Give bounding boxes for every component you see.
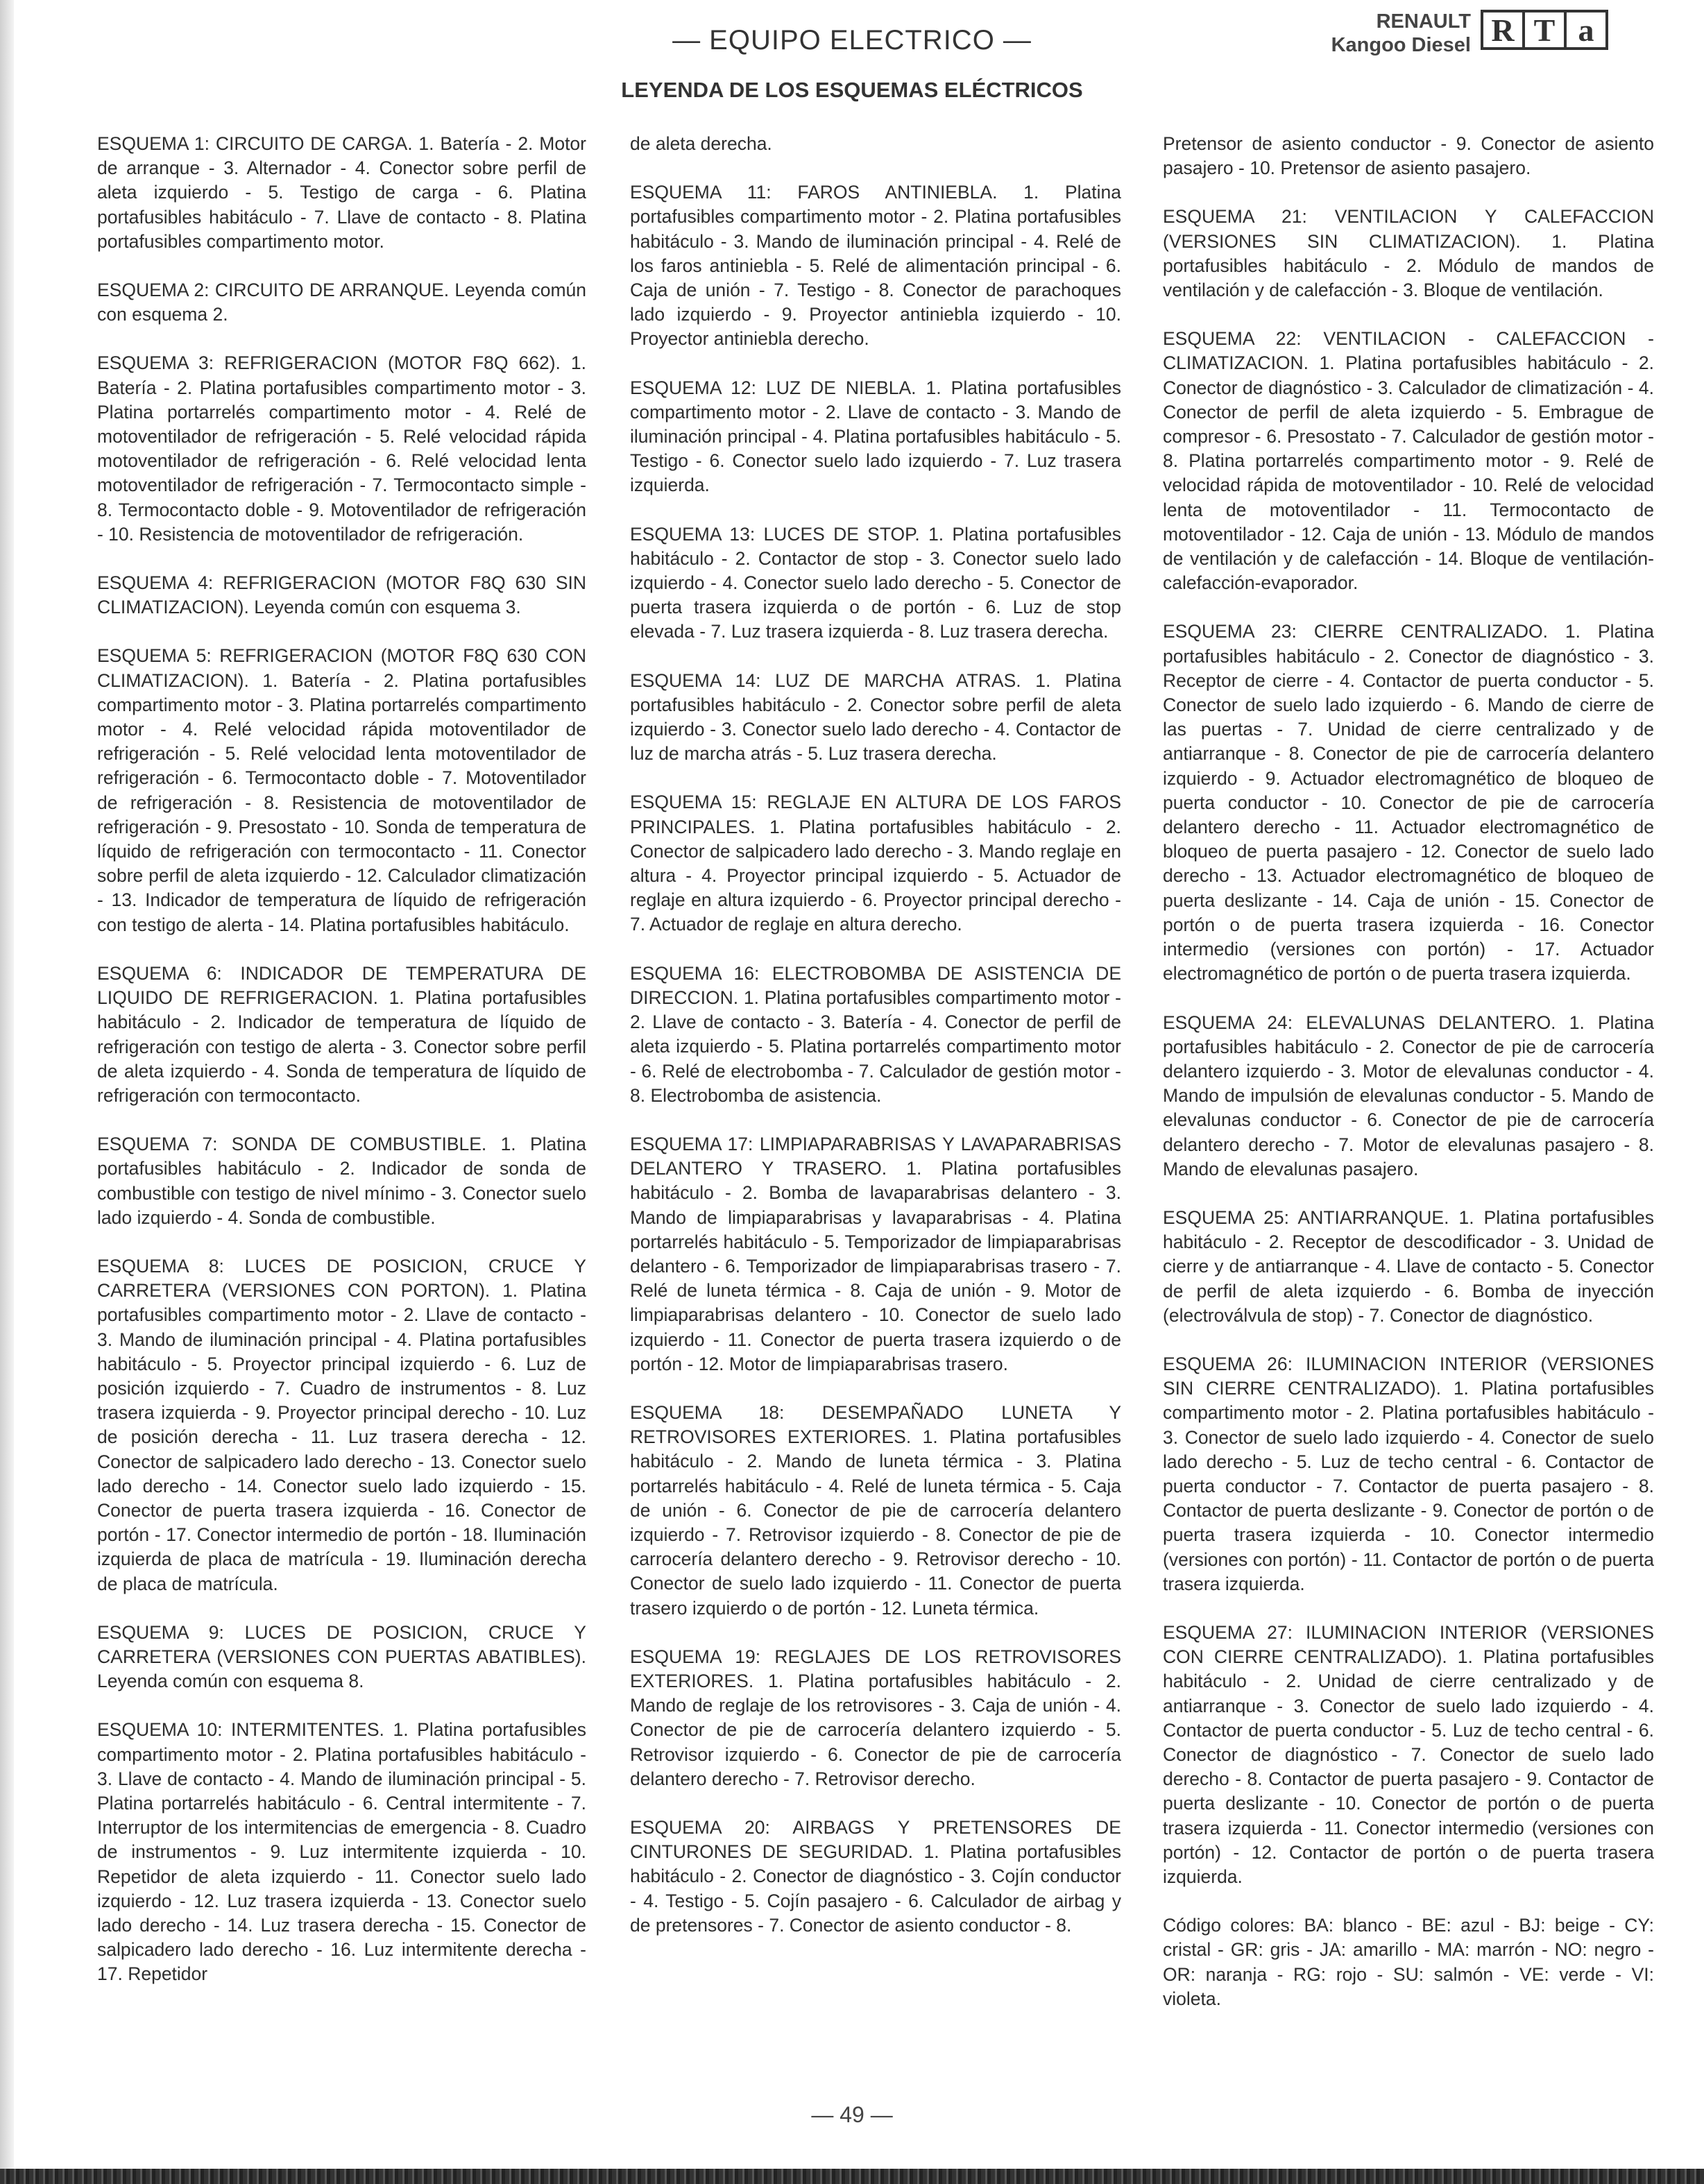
legend-paragraph: ESQUEMA 5: REFRIGERACION (MOTOR F8Q 630 CON CLIMATIZACION). 1. Batería - 2. Platina portafusibles compartimento motor - 3. Platina portarrelés compartimento motor - 4. Relé velocidad rápida motoventilador de refrigeración - 5. Relé velocidad lenta motoventilador de refrigeración - 6. Termocontacto doble - 7. Motoventilador de refrigeración - 8. Resistencia de motoventilador de refrigeración - 9. Presostato - 10. Sonda de temperatura de líquido de refrigeración con termocontacto - 11. Conector sobre perfil de aleta izquierdo - 12. Calculador climatización - 13. Indicador de temperatura de líquido de refrigeración con testigo de alerta - 14. Platina portafusibles habitáculo. xyxy=(97,645,586,935)
legend-paragraph: ESQUEMA 24: ELEVALUNAS DELANTERO. 1. Platina portafusibles habitáculo - 2. Conector de pie de carrocería delantero izquierdo - 3. Motor de elevalunas conductor - 4. Mando de impulsión de elevalunas conductor - 5. Mando de elevalunas conductor - 6. Conector de pie de carrocería delantero derecho - 7. Motor de elevalunas pasajero - 8. Mando de elevalunas pasajero. xyxy=(1163,1012,1654,1179)
legend-paragraph: ESQUEMA 2: CIRCUITO DE ARRANQUE. Leyenda común con esquema 2. xyxy=(97,280,586,325)
legend-paragraph: ESQUEMA 6: INDICADOR DE TEMPERATURA DE LIQUIDO DE REFRIGERACION. 1. Platina portafusibles habitáculo - 2. Indicador de temperatura de líquido de refrigeración con testigo de alerta - 3. Conector sobre perfil de aleta izquierdo - 4. Sonda de temperatura de líquido de refrigeración con termocontacto. xyxy=(97,962,586,1106)
legend-paragraph: ESQUEMA 1: CIRCUITO DE CARGA. 1. Batería - 2. Motor de arranque - 3. Alternador - 4. Conector sobre perfil de aleta izquierdo - 5. Testigo de carga - 6. Platina portafusibles habitáculo - 7. Llave de contacto - 8. Platina portafusibles compartimento motor. xyxy=(97,133,586,252)
legend-paragraph: ESQUEMA 9: LUCES DE POSICION, CRUCE Y CARRETERA (VERSIONES CON PUERTAS ABATIBLES). Leyenda común con esquema 8. xyxy=(97,1621,586,1692)
legend-paragraph: ESQUEMA 16: ELECTROBOMBA DE ASISTENCIA DE DIRECCION. 1. Platina portafusibles compartimento motor - 2. Llave de contacto - 3. Batería - 4. Conector de perfil de aleta izquierdo - 5. Platina portarrelés compartimento motor - 6. Relé de electrobomba - 7. Calculador de gestión motor - 8. Electrobomba de asistencia. xyxy=(630,962,1121,1106)
legend-paragraph: ESQUEMA 19: REGLAJES DE LOS RETROVISORES EXTERIORES. 1. Platina portafusibles habitáculo - 2. Mando de reglaje de los retrovisores - 3. Caja de unión - 4. Conector de pie de carrocería delantero izquierdo - 5. Retrovisor izquierdo - 6. Conector de pie de carrocería delantero derecho - 7. Retrovisor derecho. xyxy=(630,1646,1121,1789)
page-subtitle: LEYENDA DE LOS ESQUEMAS ELÉCTRICOS xyxy=(621,78,1083,102)
legend-paragraph: ESQUEMA 18: DESEMPAÑADO LUNETA Y RETROVISORES EXTERIORES. 1. Platina portafusibles habitáculo - 2. Mando de luneta térmica - 3. Platina portarrelés habitáculo - 4. Relé de luneta térmica - 5. Caja de unión - 6. Conector de pie de carrocería delantero izquierdo - 7. Retrovisor izquierdo - 8. Conector de pie de carrocería delantero derecho - 9. Retrovisor derecho - 10. Conector de suelo lado izquierdo - 11. Conector de puerta trasero izquierdo o de portón - 12. Luneta térmica. xyxy=(630,1401,1121,1619)
brand-make: RENAULT xyxy=(1376,10,1471,33)
legend-paragraph: ESQUEMA 17: LIMPIAPARABRISAS Y LAVAPARABRISAS DELANTERO Y TRASERO. 1. Platina portafusibles habitáculo - 2. Bomba de lavaparabrisas delantero - 3. Mando de limpiaparabrisas y lavaparabrisas - 4. Platina portarrelés habitáculo - 5. Temporizador de limpiaparabrisas delantero - 6. Temporizador de limpiaparabrisas trasero - 7. Relé de luneta térmica - 8. Caja de unión - 9. Motor de limpiaparabrisas delantero - 10. Conector de suelo lado izquierdo - 11. Conector de puerta trasera izquierdo o de portón - 12. Motor de limpiaparabrisas trasero. xyxy=(630,1133,1121,1374)
legend-paragraph: ESQUEMA 3: REFRIGERACION (MOTOR F8Q 662). 1. Batería - 2. Platina portafusibles compartimento motor - 3. Platina portarrelés compartimento motor - 4. Relé de motoventilador de refrigeración - 5. Relé velocidad rápida motoventilador de refrigeración - 6. Relé velocidad lenta motoventilador de refrigeración - 7. Termocontacto simple - 8. Termocontacto doble - 9. Motoventilador de refrigeración - 10. Resistencia de motoventilador de refrigeración. xyxy=(97,352,586,545)
legend-paragraph: ESQUEMA 25: ANTIARRANQUE. 1. Platina portafusibles habitáculo - 2. Receptor de descodificador - 3. Unidad de cierre y de antiarranque - 4. Llave de contacto - 5. Conector de perfil de aleta izquierdo - 6. Bomba de inyección (electroválvula de stop) - 7. Conector de diagnóstico. xyxy=(1163,1206,1654,1326)
legend-paragraph: ESQUEMA 8: LUCES DE POSICION, CRUCE Y CARRETERA (VERSIONES CON PORTON). 1. Platina portafusibles compartimento motor - 2. Llave de contacto - 3. Mando de iluminación principal - 4. Platina portafusibles habitáculo - 5. Proyector principal izquierdo - 6. Luz de posición izquierdo - 7. Cuadro de instrumentos - 8. Luz trasera izquierda - 9. Proyector principal derecho - 10. Luz de posición derecha - 11. Luz trasera derecha - 12. Conector de salpicadero lado derecho - 13. Conector suelo lado derecho - 14. Conector suelo lado izquierdo - 15. Conector de puerta trasera izquierda - 16. Conector de portón - 17. Conector intermedio de portón - 18. Iluminación izquierda de placa de matrícula - 19. Iluminación derecha de placa de matrícula. xyxy=(97,1255,586,1594)
logo-letter-a: a xyxy=(1564,10,1608,50)
legend-paragraph: ESQUEMA 13: LUCES DE STOP. 1. Platina portafusibles habitáculo - 2. Contactor de stop - 3. Conector suelo lado izquierdo - 4. Conector suelo lado derecho - 5. Conector de puerta trasera izquierda o de portón - 6. Luz de stop elevada - 7. Luz trasera izquierda - 8. Luz trasera derecha. xyxy=(630,523,1121,642)
page-binding-shadow xyxy=(0,0,14,2184)
legend-paragraph: ESQUEMA 4: REFRIGERACION (MOTOR F8Q 630 SIN CLIMATIZACION). Leyenda común con esquema 3. xyxy=(97,572,586,618)
brand-model: Kangoo Diesel xyxy=(1331,34,1471,56)
logo-letter-r: R xyxy=(1481,10,1525,50)
color-code-paragraph: Código colores: BA: blanco - BE: azul - BJ: beige - CY: cristal - GR: gris - JA: amarillo - MA: marrón - NO: negro - OR: naranja - RG: rojo - SU: salmón - VE: verde - VI: violeta. xyxy=(1163,1915,1654,2009)
logo-letter-t: T xyxy=(1522,10,1567,50)
legend-paragraph: ESQUEMA 26: ILUMINACION INTERIOR (VERSIONES SIN CIERRE CENTRALIZADO). 1. Platina portafusibles compartimento motor - 2. Platina portafusibles habitáculo - 3. Conector de suelo lado izquierdo - 4. Conector de suelo lado derecho - 5. Luz de techo central - 6. Contactor de puerta conductor - 7. Contactor de puerta pasajero - 8. Contactor de puerta deslizante - 9. Conector de portón o de puerta trasera izquierda - 10. Conector intermedio (versiones con portón) - 11. Contactor de portón o de puerta trasera izquierda. xyxy=(1163,1353,1654,1594)
legend-paragraph: ESQUEMA 23: CIERRE CENTRALIZADO. 1. Platina portafusibles habitáculo - 2. Conector de diagnóstico - 3. Receptor de cierre - 4. Contactor de puerta conductor - 5. Conector de suelo lado izquierdo - 6. Mando de cierre de las puertas - 7. Unidad de cierre centralizado y de antiarranque - 8. Conector de pie de carrocería delantero izquierdo - 9. Actuador electromagnético de bloqueo de puerta conductor - 10. Conector de pie de carrocería delantero derecho - 11. Actuador electromagnético de bloqueo de puerta pasajero - 12. Conector de suelo lado derecho - 13. Actuador electromagnético de bloqueo de puerta deslizante - 14. Caja de unión - 15. Conector de portón o de puerta trasera izquierda - 16. Conector intermedio (versiones con portón) - 17. Actuador electromagnético de portón o de puerta trasera izquierda. xyxy=(1163,621,1654,984)
legend-paragraph: ESQUEMA 10: INTERMITENTES. 1. Platina portafusibles compartimento motor - 2. Platina portafusibles habitáculo - 3. Llave de contacto - 4. Mando de iluminación principal - 5. Platina portarrelés habitáculo - 6. Central intermitente - 7. Interruptor de los intermitencias de emergencia - 8. Cuadro de instrumentos - 9. Luz intermitente izquierda - 10. Repetidor de aleta izquierdo - 11. Conector suelo lado izquierdo - 12. Luz trasera izquierda - 13. Conector suelo lado derecho - 14. Luz trasera derecha - 15. Conector de salpicadero lado derecho - 16. Luz intermitente derecha - 17. Repetidor xyxy=(97,1719,586,1985)
page-number: — 49 — xyxy=(811,2102,893,2127)
section-title: — EQUIPO ELECTRICO — xyxy=(672,25,1032,56)
legend-paragraph: ESQUEMA 22: VENTILACION - CALEFACCION - CLIMATIZACION. 1. Platina portafusibles habitáculo - 2. Conector de diagnóstico - 3. Calculador de climatización - 4. Conector de perfil de aleta izquierdo - 5. Embrague de compresor - 6. Presostato - 7. Calculador de gestión motor - 8. Platina portarrelés compartimento motor - 9. Relé de velocidad rápida de motoventilador - 10. Relé de velocidad lenta de motoventilador - 11. Termocontacto de motoventilador - 12. Caja de unión - 13. Módulo de mandos de ventilación y de calefacción - 14. Bloque de ventilación-calefacción-evaporador. xyxy=(1163,328,1654,594)
legend-paragraph: Pretensor de asiento conductor - 9. Conector de asiento pasajero - 10. Pretensor de asiento pasajero. xyxy=(1163,133,1654,179)
scan-edge-strip xyxy=(0,2169,1704,2184)
legend-paragraph: ESQUEMA 21: VENTILACION Y CALEFACCION (VERSIONES SIN CLIMATIZACION). 1. Platina portafusibles habitáculo - 2. Módulo de mandos de ventilación y de calefacción - 3. Bloque de ventilación. xyxy=(1163,206,1654,301)
brand-block xyxy=(1277,10,1471,57)
legend-paragraph: ESQUEMA 7: SONDA DE COMBUSTIBLE. 1. Platina portafusibles habitáculo - 2. Indicador de sonda de combustible con testigo de nivel mínimo - 3. Conector suelo lado izquierdo - 4. Sonda de combustible. xyxy=(97,1134,586,1228)
text-column-left xyxy=(97,132,586,2011)
legend-paragraph: ESQUEMA 27: ILUMINACION INTERIOR (VERSIONES CON CIERRE CENTRALIZADO). 1. Platina portafusibles habitáculo - 2. Unidad de cierre centralizado y de antiarranque - 3. Conector de suelo lado izquierdo - 4. Contactor de puerta conductor - 5. Luz de techo central - 6. Conector de diagnóstico - 7. Conector de suelo lado derecho - 8. Contactor de puerta pasajero - 9. Contactor de puerta deslizante - 10. Conector de portón o de puerta trasera izquierda - 11. Conector intermedio (versiones con portón) - 12. Contactor de portón o de puerta trasera izquierda. xyxy=(1163,1621,1654,1887)
legend-paragraph: ESQUEMA 20: AIRBAGS Y PRETENSORES DE CINTURONES DE SEGURIDAD. 1. Platina portafusibles habitáculo - 2. Conector de diagnóstico - 3. Cojín conductor - 4. Testigo - 5. Cojín pasajero - 6. Calculador de airbag y de pretensores - 7. Conector de asiento conductor - 8. xyxy=(630,1816,1121,1936)
legend-paragraph: ESQUEMA 15: REGLAJE EN ALTURA DE LOS FAROS PRINCIPALES. 1. Platina portafusibles habitáculo - 2. Conector de salpicadero lado derecho - 3. Mando reglaje en altura - 4. Proyector principal izquierdo - 5. Actuador de reglaje en altura izquierdo - 6. Proyector principal derecho - 7. Actuador de reglaje en altura derecho. xyxy=(630,792,1121,935)
text-column-right xyxy=(1163,132,1654,2036)
rta-logo xyxy=(1481,10,1605,50)
legend-paragraph: ESQUEMA 14: LUZ DE MARCHA ATRAS. 1. Platina portafusibles habitáculo - 2. Conector sobre perfil de aleta izquierdo - 3. Conector suelo lado derecho - 4. Contactor de luz de marcha atrás - 5. Luz trasera derecha. xyxy=(630,669,1121,765)
legend-paragraph: ESQUEMA 11: FAROS ANTINIEBLA. 1. Platina portafusibles compartimento motor - 2. Platina portafusibles habitáculo - 3. Mando de iluminación principal - 4. Relé de los faros antiniebla - 5. Relé de alimentación principal - 6. Caja de unión - 7. Testigo - 8. Conector de parachoques lado izquierdo - 9. Proyector antiniebla izquierdo - 10. Proyector antiniebla derecho. xyxy=(630,182,1121,350)
text-column-middle xyxy=(630,132,1121,1962)
legend-paragraph: de aleta derecha. xyxy=(630,133,772,154)
legend-paragraph: ESQUEMA 12: LUZ DE NIEBLA. 1. Platina portafusibles compartimento motor - 2. Llave de contacto - 3. Mando de iluminación principal - 4. Platina portafusibles habitáculo - 5. Testigo - 6. Conector suelo lado izquierdo - 7. Luz trasera izquierda. xyxy=(630,377,1121,496)
